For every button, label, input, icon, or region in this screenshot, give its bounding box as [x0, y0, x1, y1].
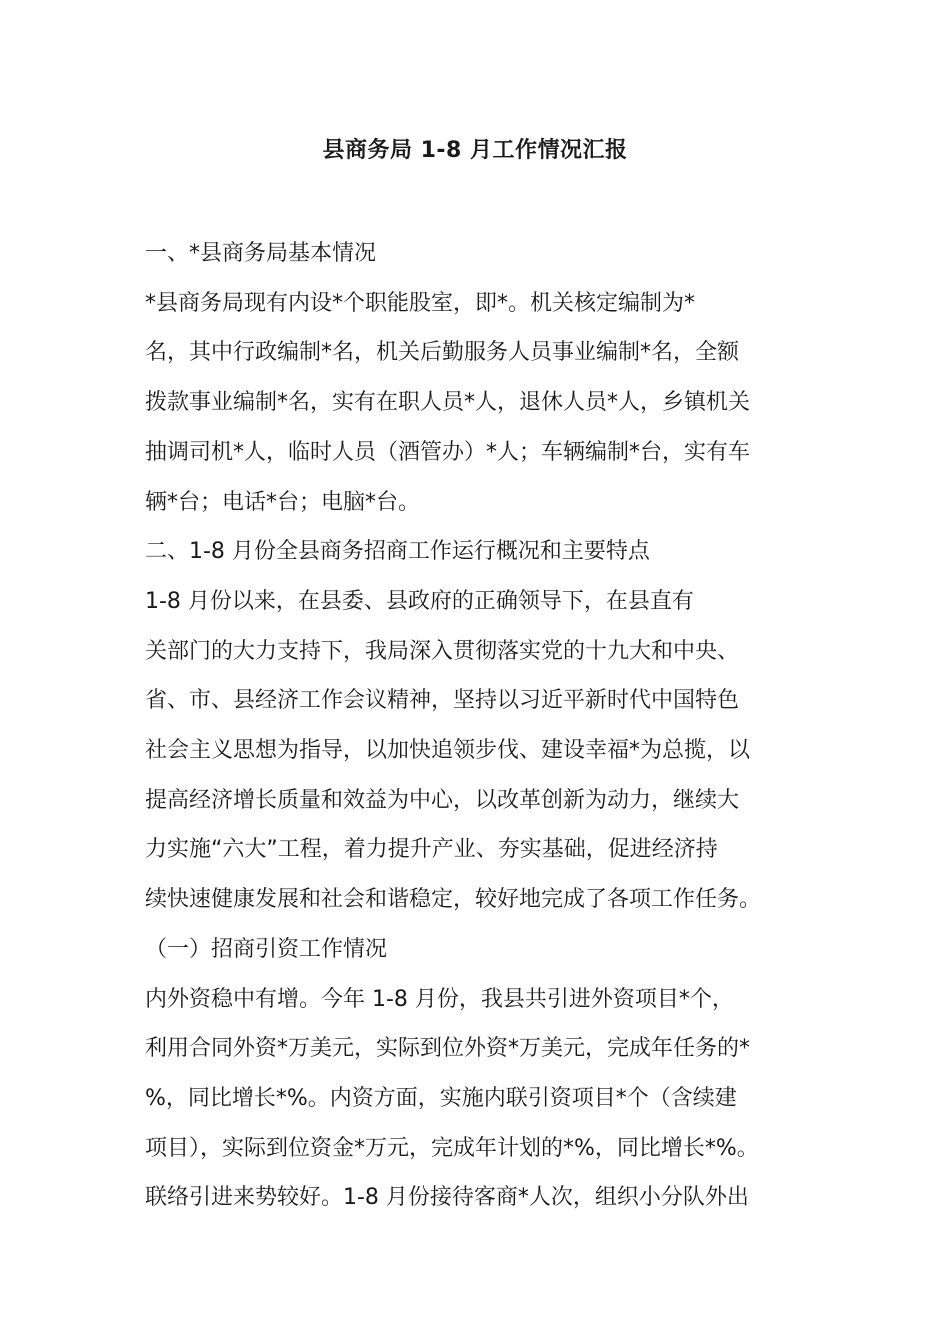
- paragraph-line: 联络引进来势较好。1-8 月份接待客商*人次，组织小分队外出: [145, 1185, 749, 1211]
- paragraph-line: 项目），实际到位资金*万元，完成年计划的*%，同比增长*%。: [145, 1135, 759, 1161]
- paragraph-line: 续快速健康发展和社会和谐稳定，较好地完成了各项工作任务。: [145, 887, 762, 913]
- section-heading-2: 二、1-8 月份全县商务招商工作运行概况和主要特点: [145, 539, 650, 565]
- paragraph-line: 力实施“六大”工程，着力提升产业、夯实基础，促进经济持: [145, 837, 718, 863]
- subsection-heading-1: （一）招商引资工作情况: [145, 936, 388, 962]
- paragraph-line: 关部门的大力支持下，我局深入贯彻落实党的十九大和中央、: [145, 638, 740, 664]
- section-heading-1: 一、*县商务局基本情况: [145, 241, 377, 266]
- paragraph-line: 名，其中行政编制*名，机关后勤服务人员事业编制*名，全额: [145, 340, 740, 366]
- document-body: [145, 229, 815, 1223]
- paragraph-line: 拨款事业编制*名，实有在职人员*人，退休人员*人，乡镇机关: [145, 390, 751, 416]
- paragraph-line: %，同比增长*%。内资方面，实施内联引资项目*个（含续建: [145, 1085, 737, 1111]
- paragraph-line: 提高经济增长质量和效益为中心，以改革创新为动力，继续大: [145, 787, 740, 813]
- paragraph-line: 1-8 月份以来，在县委、县政府的正确领导下，在县直有: [145, 588, 694, 614]
- document-title: 县商务局 1-8 月工作情况汇报: [322, 138, 628, 163]
- paragraph-line: 内外资稳中有增。今年 1-8 月份，我县共引进外资项目*个，: [145, 986, 734, 1012]
- paragraph-line: 省、市、县经济工作会议精神，坚持以习近平新时代中国特色: [145, 688, 740, 714]
- paragraph-line: 抽调司机*人，临时人员（酒管办）*人；车辆编制*台，实有车: [145, 439, 751, 465]
- paragraph-line: 辆*台；电话*台；电脑*台。: [145, 489, 421, 515]
- paragraph-line: 利用合同外资*万美元，实际到位外资*万美元，完成年任务的*: [145, 1036, 751, 1062]
- paragraph-line: *县商务局现有内设*个职能股室，即*。机关核定编制为*: [145, 290, 696, 316]
- paragraph-line: 社会主义思想为指导，以加快追领步伐、建设幸福*为总揽，以: [145, 738, 751, 764]
